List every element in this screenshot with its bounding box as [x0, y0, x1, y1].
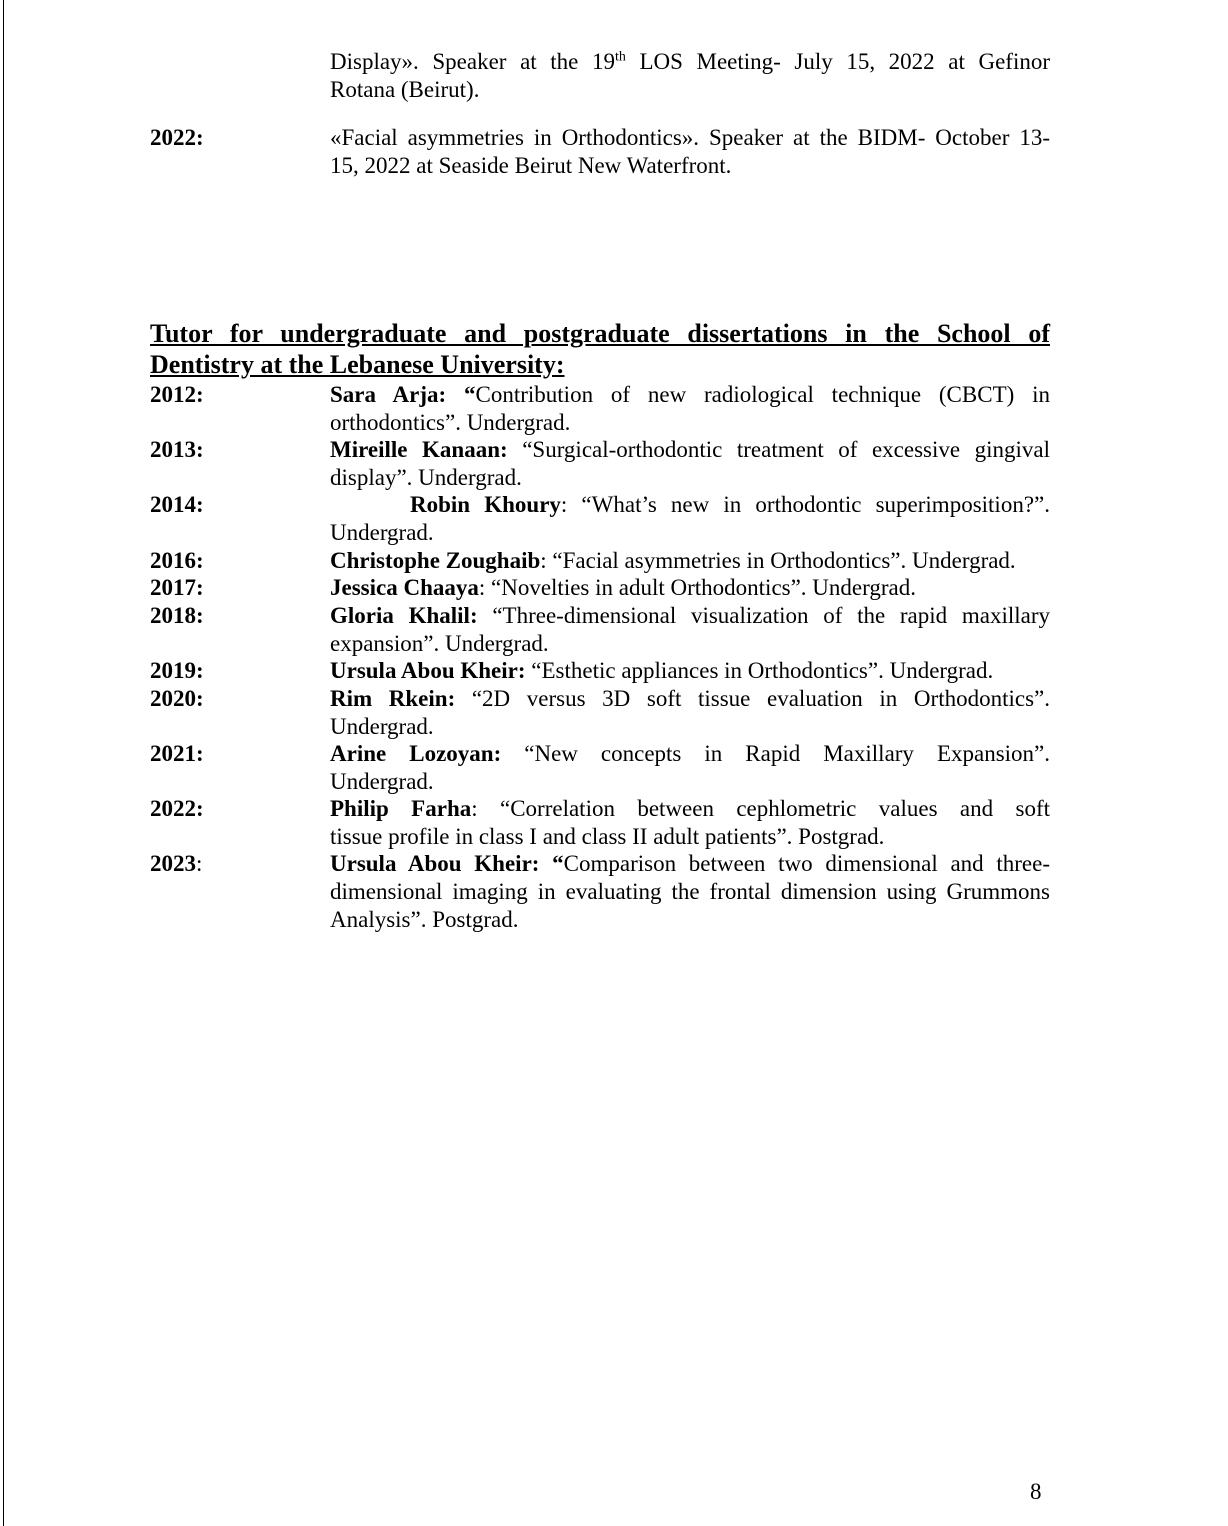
dissertation-line: Rim Rkein: “2D versus 3D soft tissue evaluation in Orthodontics”.	[330, 686, 1050, 711]
dissertation-entry	[330, 685, 1050, 741]
dissertation-year: 2019:	[150, 658, 204, 683]
dissertation-year: 2020:	[150, 686, 204, 711]
dissertation-year: 2021:	[150, 741, 204, 766]
section-heading	[150, 318, 1050, 380]
dissertation-entry	[330, 436, 1050, 492]
dissertation-year: 2023:	[150, 851, 203, 876]
student-name: Ursula Abou Kheir:	[330, 658, 526, 683]
dissertation-line: Undergrad.	[330, 769, 434, 794]
dissertation-entry	[330, 381, 1050, 437]
student-name: Ursula Abou Kheir: “	[330, 851, 564, 876]
student-name: Gloria Khalil:	[330, 603, 478, 628]
dissertation-line: dimensional imaging in evaluating the frontal dimension using Grummons	[330, 879, 1050, 904]
student-name: Arine Lozoyan:	[330, 741, 502, 766]
talk-entry-continuation	[330, 48, 1050, 104]
dissertation-entry	[330, 547, 1050, 575]
talk-line: Rotana (Beirut).	[330, 77, 480, 102]
dissertation-line: Undergrad.	[330, 714, 434, 739]
dissertation-line: Jessica Chaaya: “Novelties in adult Orthodontics”. Undergrad.	[330, 575, 916, 600]
student-name: Mireille Kanaan:	[330, 437, 508, 462]
dissertation-year: 2017:	[150, 575, 204, 600]
dissertation-line: Arine Lozoyan: “New concepts in Rapid Maxillary Expansion”.	[330, 741, 1051, 766]
heading-line: Dentistry at the Lebanese University:	[150, 350, 565, 379]
dissertation-line: Gloria Khalil: “Three-dimensional visualization of the rapid maxillary	[330, 603, 1050, 628]
talk-line: 15, 2022 at Seaside Beirut New Waterfront.	[330, 153, 732, 178]
heading-line: Tutor for undergraduate and postgraduate dissertations in the School of	[150, 319, 1050, 348]
dissertation-line: Ursula Abou Kheir: “Comparison between two dimensional and three-	[330, 851, 1050, 876]
dissertation-year: 2012:	[150, 382, 204, 407]
dissertation-line: Philip Farha: “Correlation between cephlometric values and soft	[330, 796, 1050, 821]
page-border	[3, 0, 4, 1526]
page-number: 8	[1030, 1479, 1042, 1504]
student-name: Robin Khoury	[410, 492, 561, 517]
dissertation-line: Ursula Abou Kheir: “Esthetic appliances in Orthodontics”. Undergrad.	[330, 658, 994, 683]
dissertation-entry	[330, 740, 1050, 796]
dissertation-year: 2022:	[150, 796, 204, 821]
dissertation-line: Undergrad.	[330, 520, 434, 545]
dissertation-entry	[330, 795, 1050, 851]
student-name: Sara Arja: “	[330, 382, 476, 407]
talk-year: 2022:	[150, 125, 204, 150]
dissertation-entry	[330, 574, 1050, 602]
dissertation-line: Mireille Kanaan: “Surgical-orthodontic treatment of excessive gingival	[330, 437, 1050, 462]
dissertation-line: tissue profile in class I and class II adult patients”. Postgrad.	[330, 824, 885, 849]
student-name: Jessica Chaaya	[330, 575, 479, 600]
dissertation-entry	[330, 491, 1050, 547]
dissertation-line: orthodontics”. Undergrad.	[330, 410, 571, 435]
dissertation-year: 2018:	[150, 603, 204, 628]
dissertation-line: Analysis”. Postgrad.	[330, 907, 519, 932]
student-name: Philip Farha	[330, 796, 472, 821]
dissertation-year: 2016:	[150, 548, 204, 573]
student-name: Christophe Zoughaib	[330, 548, 541, 573]
dissertation-year: 2013:	[150, 437, 204, 462]
dissertation-line: expansion”. Undergrad.	[330, 631, 549, 656]
dissertation-line: Christophe Zoughaib: “Facial asymmetries in Orthodontics”. Undergrad.	[330, 548, 1016, 573]
talk-entry	[330, 124, 1050, 180]
dissertation-line: Sara Arja: “Contribution of new radiological technique (CBCT) in	[330, 382, 1050, 407]
talk-line: Display». Speaker at the 19th LOS Meeting- July 15, 2022 at Gefinor	[330, 49, 1050, 74]
dissertation-line: Robin Khoury: “What’s new in orthodontic superimposition?”.	[410, 492, 1050, 517]
student-name: Rim Rkein:	[330, 686, 456, 711]
dissertation-line: display”. Undergrad.	[330, 465, 522, 490]
dissertation-entry	[330, 602, 1050, 658]
dissertation-year: 2014:	[150, 492, 204, 517]
dissertation-entry	[330, 657, 1050, 685]
dissertation-entry	[330, 850, 1050, 934]
talk-line: «Facial asymmetries in Orthodontics». Speaker at the BIDM- October 13-	[330, 125, 1050, 150]
